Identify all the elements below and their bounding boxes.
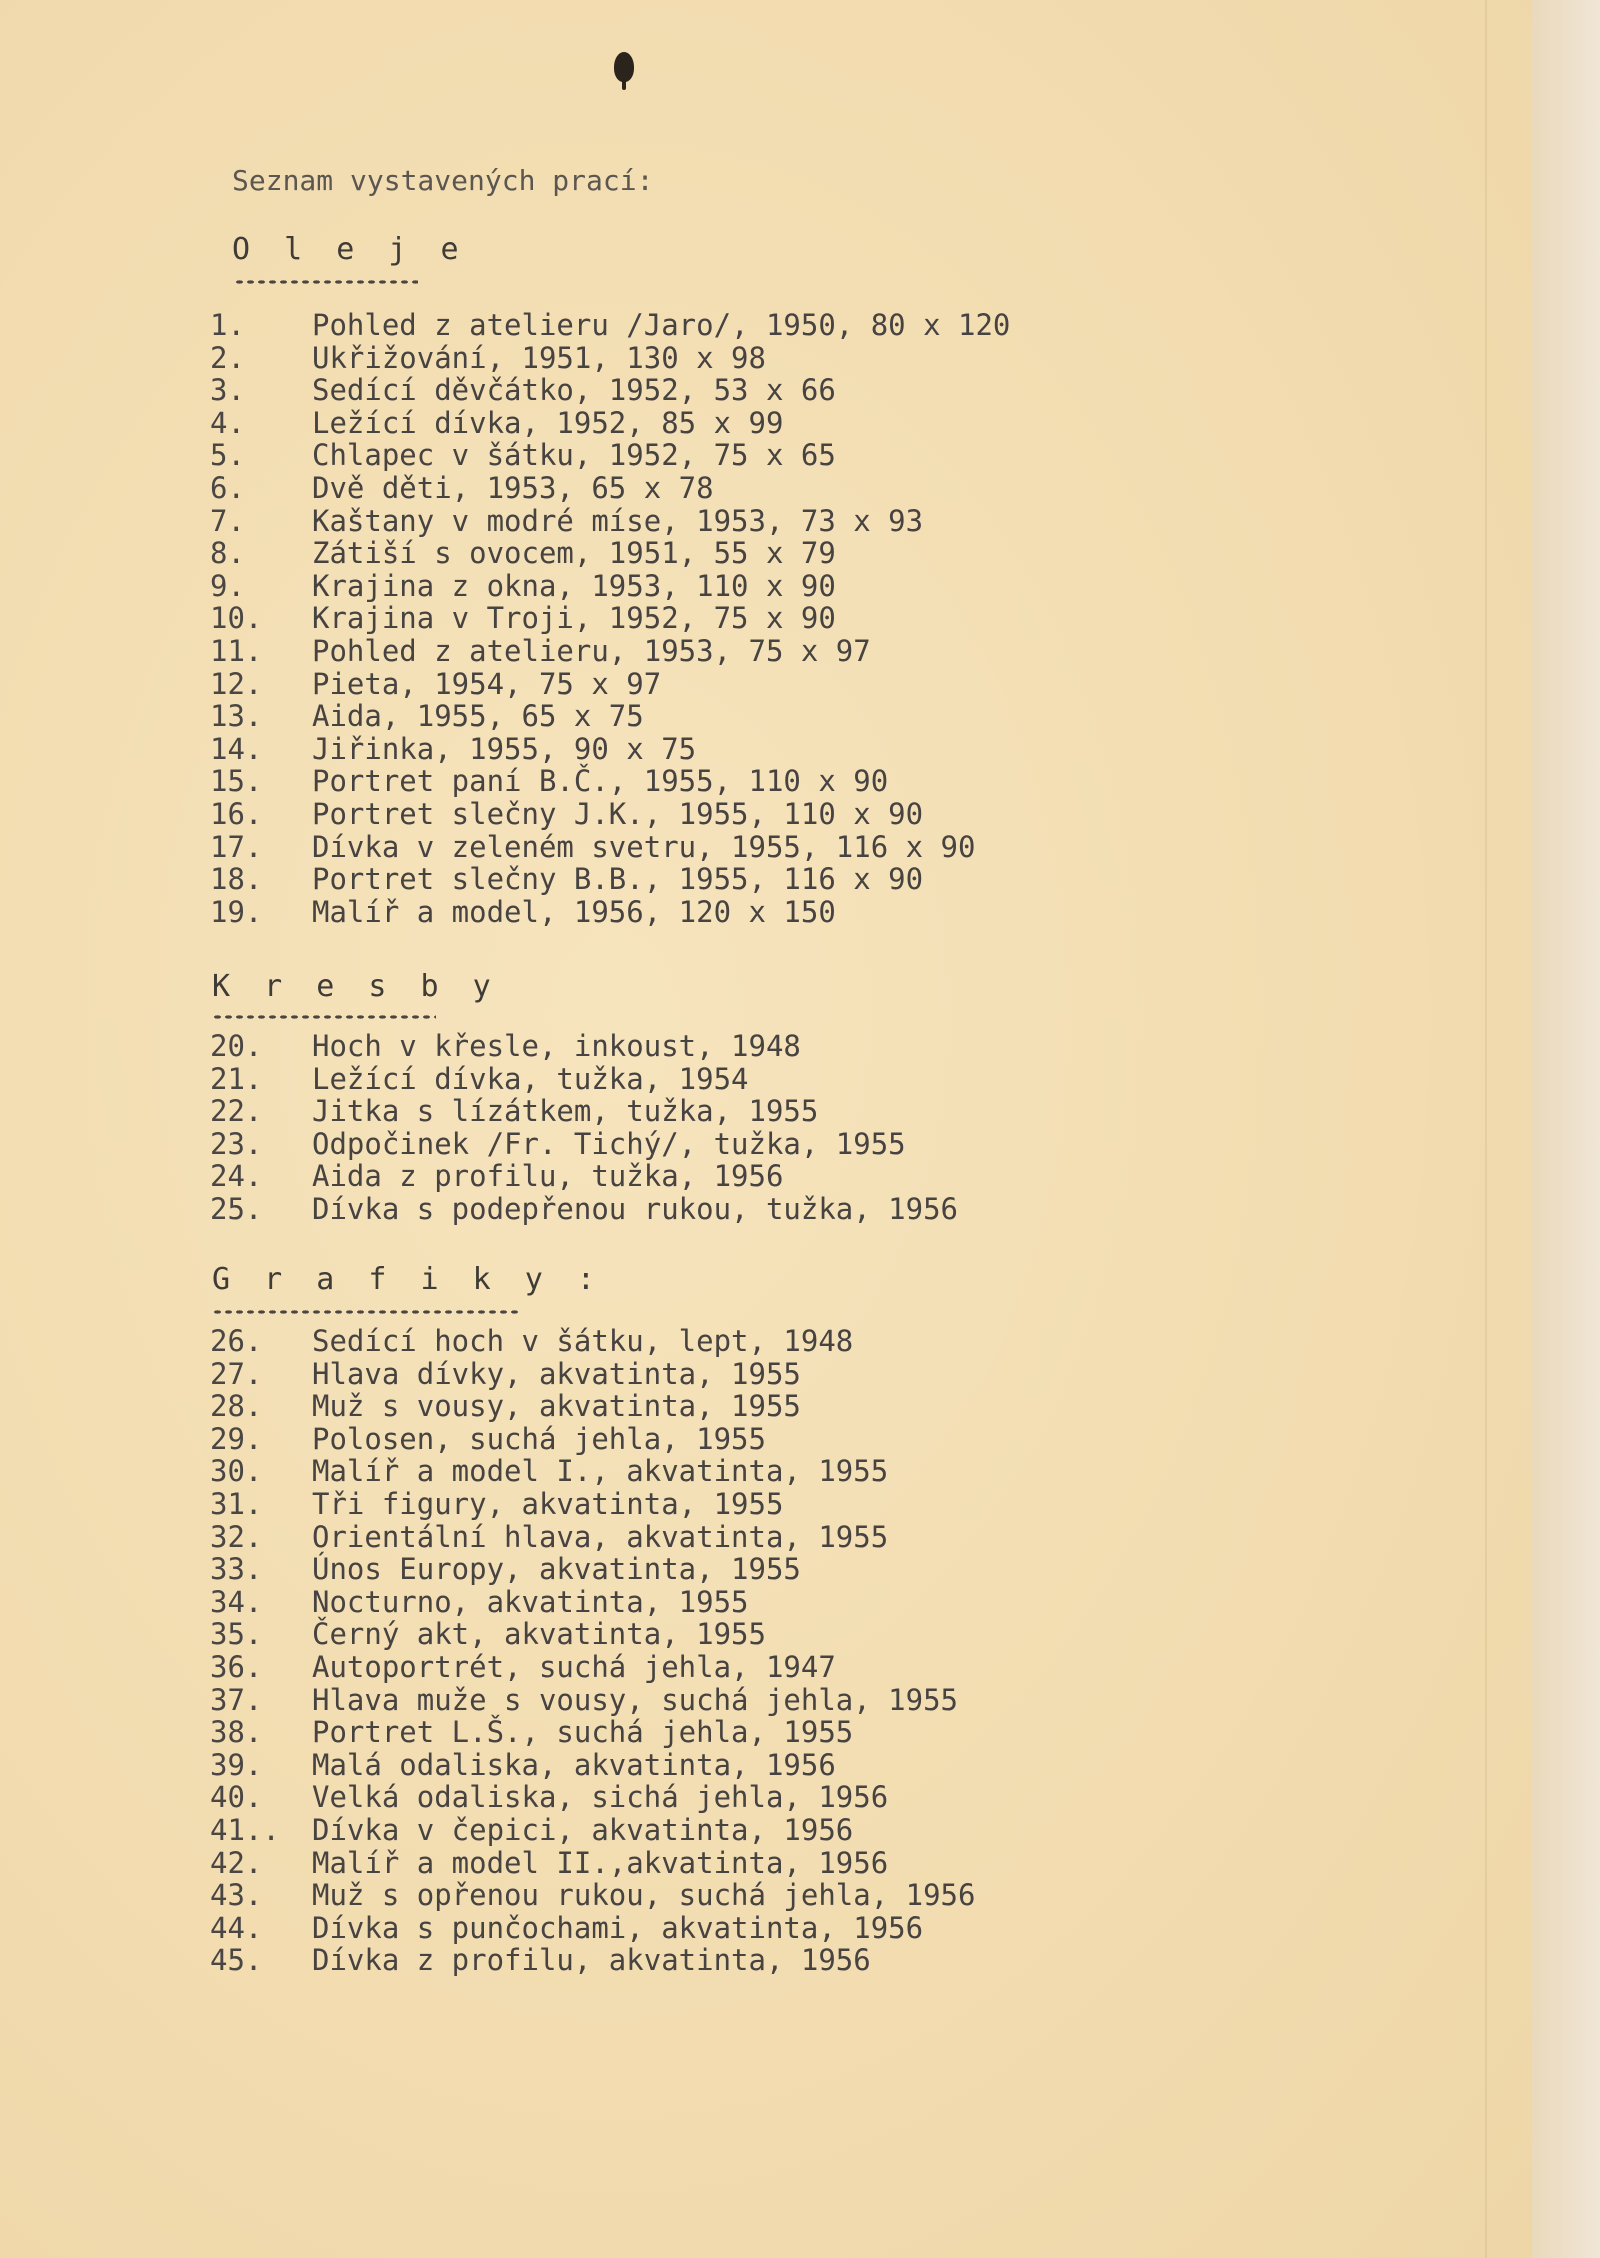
item-text: Muž s opřenou rukou, suchá jehla, 1956 [312, 1878, 976, 1913]
item-text: Dívka s punčochami, akvatinta, 1956 [312, 1910, 924, 1945]
item-number: 14. [210, 731, 263, 766]
item-number: 21. [210, 1061, 263, 1096]
item-text: Tři figury, akvatinta, 1955 [312, 1486, 784, 1521]
list-item [210, 1553, 975, 1586]
item-text: Sedící hoch v šátku, lept, 1948 [312, 1324, 854, 1358]
item-number: 23. [210, 1126, 263, 1161]
item-number: 20. [210, 1029, 263, 1063]
item-text: Malíř a model I., akvatinta, 1955 [312, 1454, 889, 1489]
list-item [210, 700, 1010, 733]
list-item [210, 1716, 975, 1749]
item-text: Malíř a model II.,akvatinta, 1956 [312, 1845, 889, 1880]
item-text: Dívka v čepici, akvatinta, 1956 [312, 1812, 854, 1847]
item-number: 7. [210, 503, 245, 538]
list-item [210, 1030, 958, 1063]
item-text: Hoch v křesle, inkoust, 1948 [312, 1029, 801, 1063]
item-number: 33. [210, 1552, 263, 1587]
list-item [210, 1128, 958, 1161]
item-number: 36. [210, 1649, 263, 1684]
list-item [210, 1325, 975, 1358]
item-text: Muž s vousy, akvatinta, 1955 [312, 1389, 801, 1424]
list-item [210, 1095, 958, 1128]
section-heading-oleje: O l e j e [232, 232, 467, 267]
item-text: Malíř a model, 1956, 120 x 150 [312, 894, 836, 929]
list-item [210, 570, 1010, 603]
item-number: 11. [210, 633, 263, 668]
list-item [210, 1651, 975, 1684]
item-text: Černý akt, akvatinta, 1955 [312, 1617, 766, 1652]
item-text: Polosen, suchá jehla, 1955 [312, 1421, 766, 1456]
paper-fold-line [1485, 0, 1487, 2258]
list-item [210, 439, 1010, 472]
item-number: 31. [210, 1486, 263, 1521]
list-oleje [210, 309, 1010, 928]
list-item [210, 1586, 975, 1619]
item-number: 24. [210, 1159, 263, 1194]
item-number: 3. [210, 373, 245, 408]
list-item [210, 1423, 975, 1456]
item-text: Dívka s podepřenou rukou, tužka, 1956 [312, 1191, 959, 1226]
list-item [210, 472, 1010, 505]
item-text: Hlava muže s vousy, suchá jehla, 1955 [312, 1682, 959, 1717]
item-text: Dvě děti, 1953, 65 x 78 [312, 470, 714, 505]
item-text: Hlava dívky, akvatinta, 1955 [312, 1356, 801, 1391]
section-underline-kresby [212, 1014, 436, 1020]
item-number: 27. [210, 1356, 263, 1391]
item-text: Aida z profilu, tužka, 1956 [312, 1159, 784, 1194]
list-item [210, 1944, 975, 1977]
item-number: 45. [210, 1943, 263, 1978]
item-number: 44. [210, 1910, 263, 1945]
item-text: Portret paní B.Č., 1955, 110 x 90 [312, 764, 889, 799]
item-number: 37. [210, 1682, 263, 1717]
item-number: 16. [210, 796, 263, 831]
section-underline-oleje [234, 279, 418, 285]
item-number: 5. [210, 438, 245, 473]
item-text: Pieta, 1954, 75 x 97 [312, 666, 662, 701]
list-item [210, 1879, 975, 1912]
item-text: Nocturno, akvatinta, 1955 [312, 1584, 749, 1619]
scan-background-strip [1532, 0, 1600, 2258]
item-text: Dívka z profilu, akvatinta, 1956 [312, 1943, 871, 1978]
list-item [210, 1488, 975, 1521]
item-text: Jitka s lízátkem, tužka, 1955 [312, 1094, 819, 1129]
item-text: Dívka v zeleném svetru, 1955, 116 x 90 [312, 829, 976, 864]
item-text: Pohled z atelieru, 1953, 75 x 97 [312, 633, 871, 668]
list-item [210, 1749, 975, 1782]
item-text: Zátiší s ovocem, 1951, 55 x 79 [312, 536, 836, 571]
section-heading-kresby: K r e s b y [212, 969, 499, 1004]
list-item [210, 309, 1010, 342]
item-number: 4. [210, 405, 245, 440]
item-text: Autoportrét, suchá jehla, 1947 [312, 1649, 836, 1684]
item-number: 30. [210, 1454, 263, 1489]
item-number: 28. [210, 1389, 263, 1424]
document-title: Seznam vystavených prací: [232, 164, 654, 197]
item-number: 8. [210, 536, 245, 571]
item-number: 6. [210, 470, 245, 505]
item-text: Krajina z okna, 1953, 110 x 90 [312, 568, 836, 603]
item-number: 25. [210, 1191, 263, 1226]
item-text: Ukřižování, 1951, 130 x 98 [312, 340, 766, 375]
item-text: Portret slečny J.K., 1955, 110 x 90 [312, 796, 924, 831]
list-item [210, 635, 1010, 668]
item-text: Únos Europy, akvatinta, 1955 [312, 1552, 801, 1587]
list-grafiky [210, 1325, 975, 1977]
list-item [210, 1618, 975, 1651]
list-item [210, 407, 1010, 440]
item-number: 35. [210, 1617, 263, 1652]
item-number: 18. [210, 862, 263, 897]
item-number: 10. [210, 601, 263, 636]
list-item [210, 1160, 958, 1193]
list-kresby [210, 1030, 958, 1226]
list-item [210, 668, 1010, 701]
item-number: 17. [210, 829, 263, 864]
item-text: Ležící dívka, tužka, 1954 [312, 1061, 749, 1096]
item-number: 12. [210, 666, 263, 701]
section-underline-grafiky [212, 1309, 518, 1315]
list-item [210, 1847, 975, 1880]
item-number: 42. [210, 1845, 263, 1880]
list-item [210, 831, 1010, 864]
list-item [210, 1521, 975, 1554]
item-number: 19. [210, 894, 263, 929]
list-item [210, 1814, 975, 1847]
list-item [210, 1684, 975, 1717]
list-item [210, 1455, 975, 1488]
list-item [210, 374, 1010, 407]
list-item [210, 1390, 975, 1423]
item-number: 1. [210, 308, 245, 342]
item-number: 2. [210, 340, 245, 375]
item-number: 41.. [210, 1812, 280, 1847]
list-item [210, 765, 1010, 798]
list-item [210, 505, 1010, 538]
list-item [210, 733, 1010, 766]
item-text: Aida, 1955, 65 x 75 [312, 699, 644, 734]
item-number: 34. [210, 1584, 263, 1619]
item-text: Ležící dívka, 1952, 85 x 99 [312, 405, 784, 440]
item-text: Orientální hlava, akvatinta, 1955 [312, 1519, 889, 1554]
item-number: 26. [210, 1324, 263, 1358]
item-text: Portret slečny B.B., 1955, 116 x 90 [312, 862, 924, 897]
list-item [210, 1912, 975, 1945]
item-number: 9. [210, 568, 245, 603]
item-number: 22. [210, 1094, 263, 1129]
item-text: Pohled z atelieru /Jaro/, 1950, 80 x 120 [312, 308, 1011, 342]
list-item [210, 342, 1010, 375]
list-item [210, 798, 1010, 831]
item-number: 15. [210, 764, 263, 799]
item-text: Odpočinek /Fr. Tichý/, tužka, 1955 [312, 1126, 906, 1161]
item-text: Velká odaliska, sichá jehla, 1956 [312, 1780, 889, 1815]
ink-blot-mark [614, 52, 634, 82]
list-item [210, 537, 1010, 570]
item-number: 29. [210, 1421, 263, 1456]
list-item [210, 602, 1010, 635]
item-number: 40. [210, 1780, 263, 1815]
list-item [210, 896, 1010, 929]
list-item [210, 1358, 975, 1391]
item-text: Portret L.Š., suchá jehla, 1955 [312, 1715, 854, 1750]
item-number: 43. [210, 1878, 263, 1913]
item-text: Krajina v Troji, 1952, 75 x 90 [312, 601, 836, 636]
item-text: Chlapec v šátku, 1952, 75 x 65 [312, 438, 836, 473]
item-text: Malá odaliska, akvatinta, 1956 [312, 1747, 836, 1782]
item-text: Jiřinka, 1955, 90 x 75 [312, 731, 697, 766]
list-item [210, 1193, 958, 1226]
item-number: 38. [210, 1715, 263, 1750]
list-item [210, 1781, 975, 1814]
list-item [210, 863, 1010, 896]
item-number: 32. [210, 1519, 263, 1554]
list-item [210, 1063, 958, 1096]
item-number: 13. [210, 699, 263, 734]
section-heading-grafiky: G r a f i k y : [212, 1262, 603, 1297]
item-text: Kaštany v modré míse, 1953, 73 x 93 [312, 503, 924, 538]
item-number: 39. [210, 1747, 263, 1782]
item-text: Sedící děvčátko, 1952, 53 x 66 [312, 373, 836, 408]
